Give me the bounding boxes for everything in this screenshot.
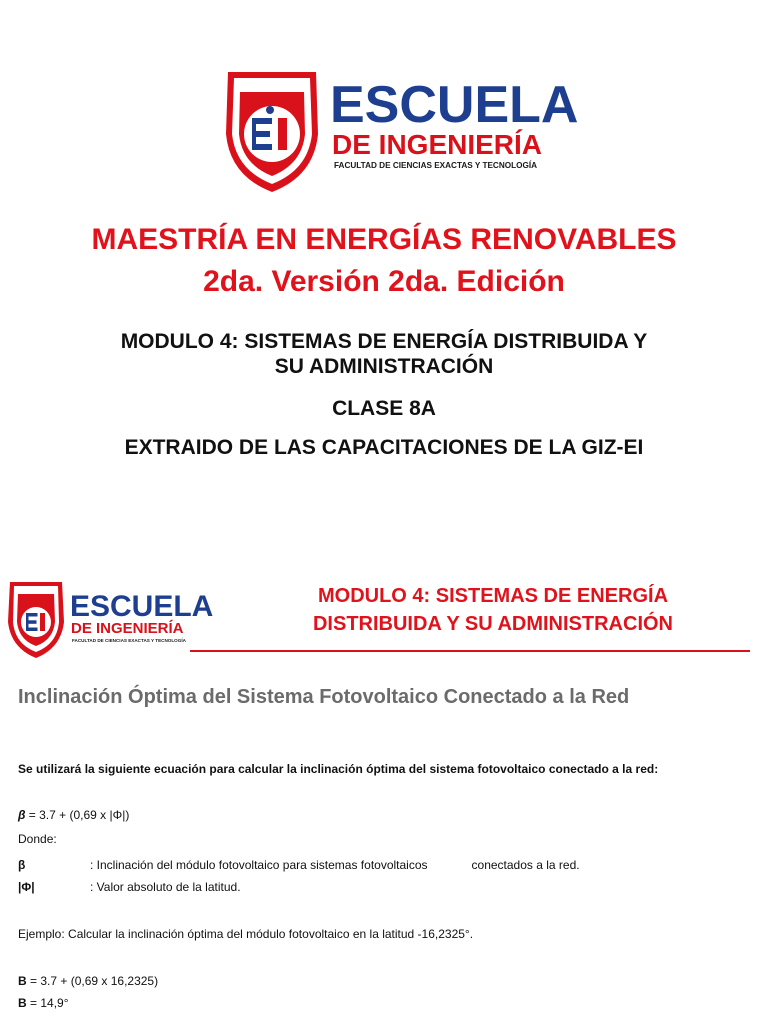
definition-beta [18,858,580,872]
header-divider [190,650,750,652]
module-title-line1: MODULO 4: SISTEMAS DE ENERGÍA DISTRIBUIDA Y [120,330,648,353]
section-title: Inclinación Óptima del Sistema Fotovoltaico Conectado a la Red [18,686,630,708]
definition-text: : Valor absoluto de la latitud. [90,880,241,894]
brand-faculty-text-small: FACULTAD DE CIENCIAS EXACTAS Y TECNOLOGÍA [72,638,186,643]
slide-header-line2: DISTRIBUIDA Y SU ADMINISTRACIÓN [312,613,674,635]
calculation-result: = 14,9° [26,996,69,1010]
shield-top-text: U.A.G.R.M [250,80,294,90]
definition-symbol: |Φ| [18,880,35,894]
brand-faculty-text: FACULTAD DE CIENCIAS EXACTAS Y TECNOLOGÍA [334,161,538,170]
brand-sub-text: DE INGENIERÍA [332,129,543,160]
definition-text: : Inclinación del módulo fotovoltaico para sistemas fotovoltaicos [90,858,428,872]
definition-phi [18,880,241,894]
brand-main-text-small: ESCUELA [70,590,214,623]
definition-symbol: β [18,858,26,872]
school-logo-small [6,578,216,660]
example-text: Ejemplo: Calcular la inclinación óptima del módulo fotovoltaico en la latitud -16,2325°. [18,927,474,941]
brand-main-text: ESCUELA [330,76,578,134]
donde-label: Donde: [18,832,57,846]
calculation-symbol: B [18,974,27,988]
calculation-symbol: B [18,996,27,1010]
definition-text-continued: conectados a la red. [471,858,580,872]
slide-header-line1: MODULO 4: SISTEMAS DE ENERGÍA [317,585,669,607]
brand-sub-text-small: DE INGENIERÍA [71,620,184,637]
equation [18,808,129,822]
intro-text: Se utilizará la siguiente ecuación para calcular la inclinación óptima del sistema fotovoltaico conectado a la red: [18,762,659,776]
source-note: EXTRAIDO DE LAS CAPACITACIONES DE LA GIZ-EI [124,436,644,459]
class-label: CLASE 8A [332,397,436,420]
module-title-line2: SU ADMINISTRACIÓN [274,355,494,378]
calculation-line1 [18,974,158,988]
equation-symbol: β [18,808,26,822]
shield-top-text-small: U.A.G.R.M [22,588,50,594]
equation-body: = 3.7 + (0,69 x |Φ|) [25,808,130,822]
edition-title: 2da. Versión 2da. Edición [203,265,565,298]
calculation-body: = 3.7 + (0,69 x 16,2325) [26,974,159,988]
calculation-line2 [18,996,69,1010]
masters-title: MAESTRÍA EN ENERGÍAS RENOVABLES [91,223,677,256]
shield-icon [226,72,318,192]
school-logo [218,64,578,196]
slide-header [248,582,738,638]
